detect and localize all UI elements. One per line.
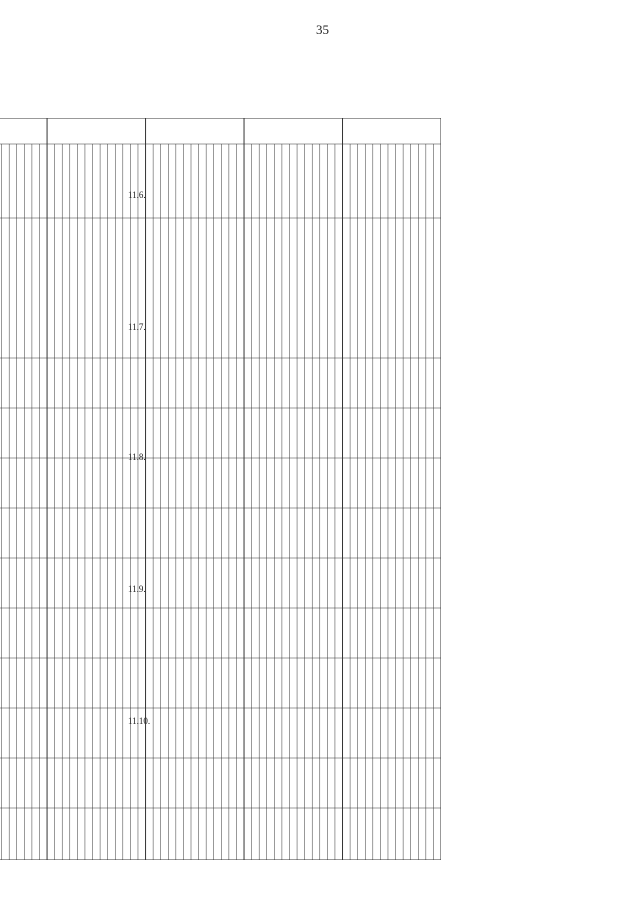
tariff-table [0, 118, 441, 860]
row-code-11-9: 11.9. [128, 584, 146, 594]
table-grid [0, 118, 441, 860]
row-code-11-7: 11.7. [128, 322, 146, 332]
row-code-11-10: 11.10. [128, 716, 151, 726]
page-number: 35 [316, 22, 329, 37]
row-code-11-6: 11.6. [128, 190, 146, 200]
row-code-11-8: 11.8. [128, 452, 146, 462]
rotated-table-wrapper [70, 118, 570, 860]
